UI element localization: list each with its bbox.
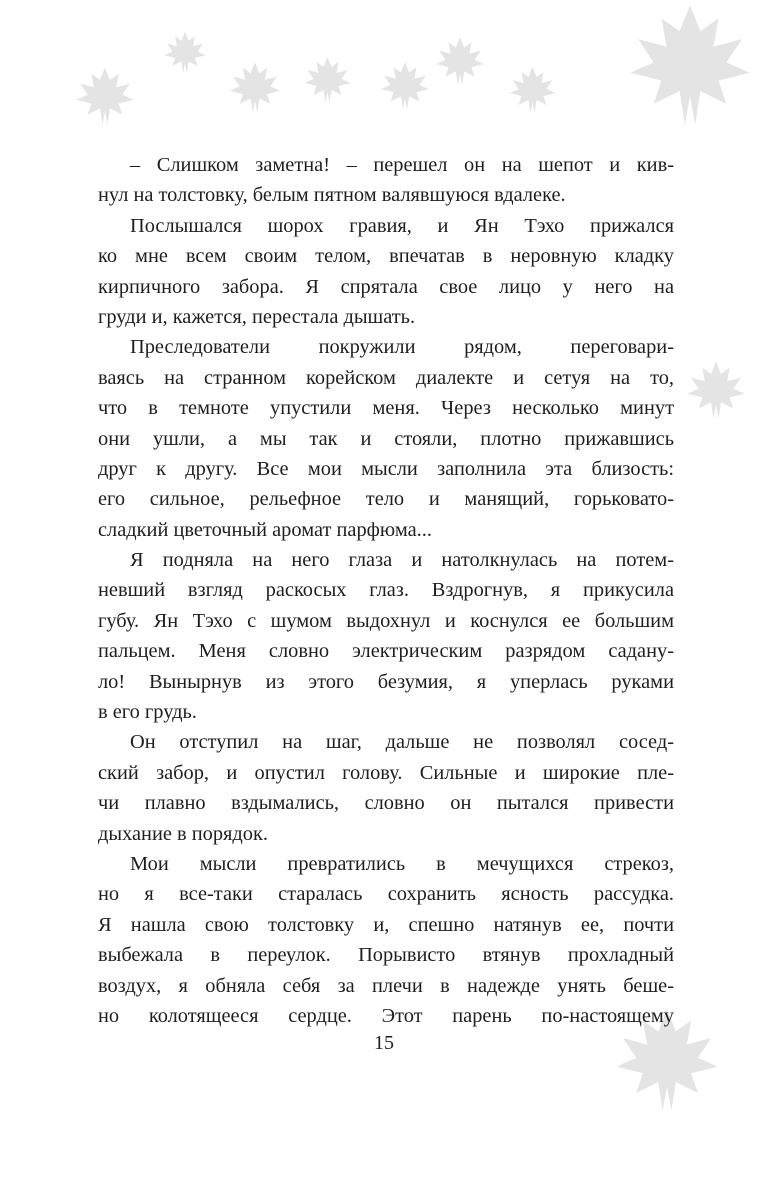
text-line: – Слишком заметна! – перешел он на шепот и кив- [130, 154, 674, 176]
text-line: они ушли, а мы так и стояли, плотно прижавшись [98, 427, 674, 450]
text-line: но я все-таки старалась сохранить ясность рассудка. [98, 883, 674, 906]
maple-leaf-icon [160, 30, 210, 75]
body-text [98, 150, 674, 1031]
maple-leaf-icon [505, 65, 560, 115]
text-line: пальцем. Меня словно электрическим разрядом садану- [98, 640, 674, 663]
text-line: выбежала в переулок. Порывисто втянув прохладный [98, 944, 674, 967]
text-line: сладкий цветочный аромат парфюма... [98, 518, 432, 541]
text-line: ваясь на странном корейском диалекте и сетуя на то, [98, 366, 674, 389]
maple-leaf-icon [375, 60, 435, 112]
page-number: 15 [374, 1032, 394, 1054]
text-line: воздух, я обняла себя за плечи в надежде унять беше- [98, 974, 674, 997]
text-line: ко мне всем своим телом, впечатав в неровную кладку [98, 245, 674, 268]
maple-leaf-icon [300, 55, 355, 105]
maple-leaf-icon [225, 60, 285, 115]
text-line: нул на толстовку, белым пятном валявшуюся вдалеке. [98, 184, 566, 207]
text-line: дыхание в порядок. [98, 822, 269, 845]
text-line: друг к другу. Все мои мысли заполнила эта близость: [98, 457, 674, 480]
text-line: кирпичного забора. Я спрятала свое лицо у него на [98, 275, 674, 298]
text-line: но колотящееся сердце. Этот парень по-настоящему [98, 1004, 674, 1027]
maple-leaf-icon [430, 35, 490, 87]
text-line: Я нашла свою толстовку и, спешно натянув ее, почти [98, 913, 674, 936]
text-line: Послышался шорох гравия, и Ян Тэхо прижался [130, 214, 674, 237]
text-line: ский забор, и опустил голову. Сильные и широкие пле- [98, 761, 674, 784]
text-line: Я подняла на него глаза и натолкнулась на потем- [130, 549, 674, 572]
text-line: Преследователи покружили рядом, переговари- [130, 336, 674, 359]
text-line: что в темноте упустили меня. Через несколько минут [98, 397, 674, 420]
text-line: в его грудь. [98, 701, 197, 724]
maple-leaf-icon [610, 0, 768, 130]
maple-leaf-icon [685, 345, 747, 435]
text-line: Он отступил на шаг, дальше не позволял сосед- [130, 731, 674, 754]
text-line: губу. Ян Тэхо с шумом выдохнул и коснулся ее большим [98, 609, 674, 632]
text-line: ло! Вынырнув из этого безумия, я уперлась руками [98, 670, 674, 693]
text-line: невший взгляд раскосых глаз. Вздрогнув, я прикусила [98, 579, 674, 602]
text-line: его сильное, рельефное тело и манящий, горьковато- [98, 488, 674, 511]
maple-leaf-icon [70, 65, 140, 127]
text-line: чи плавно вздымались, словно он пытался привести [98, 792, 674, 815]
text-line: груди и, кажется, перестала дышать. [98, 305, 416, 328]
text-line: Мои мысли превратились в мечущихся стрекоз, [130, 852, 674, 875]
